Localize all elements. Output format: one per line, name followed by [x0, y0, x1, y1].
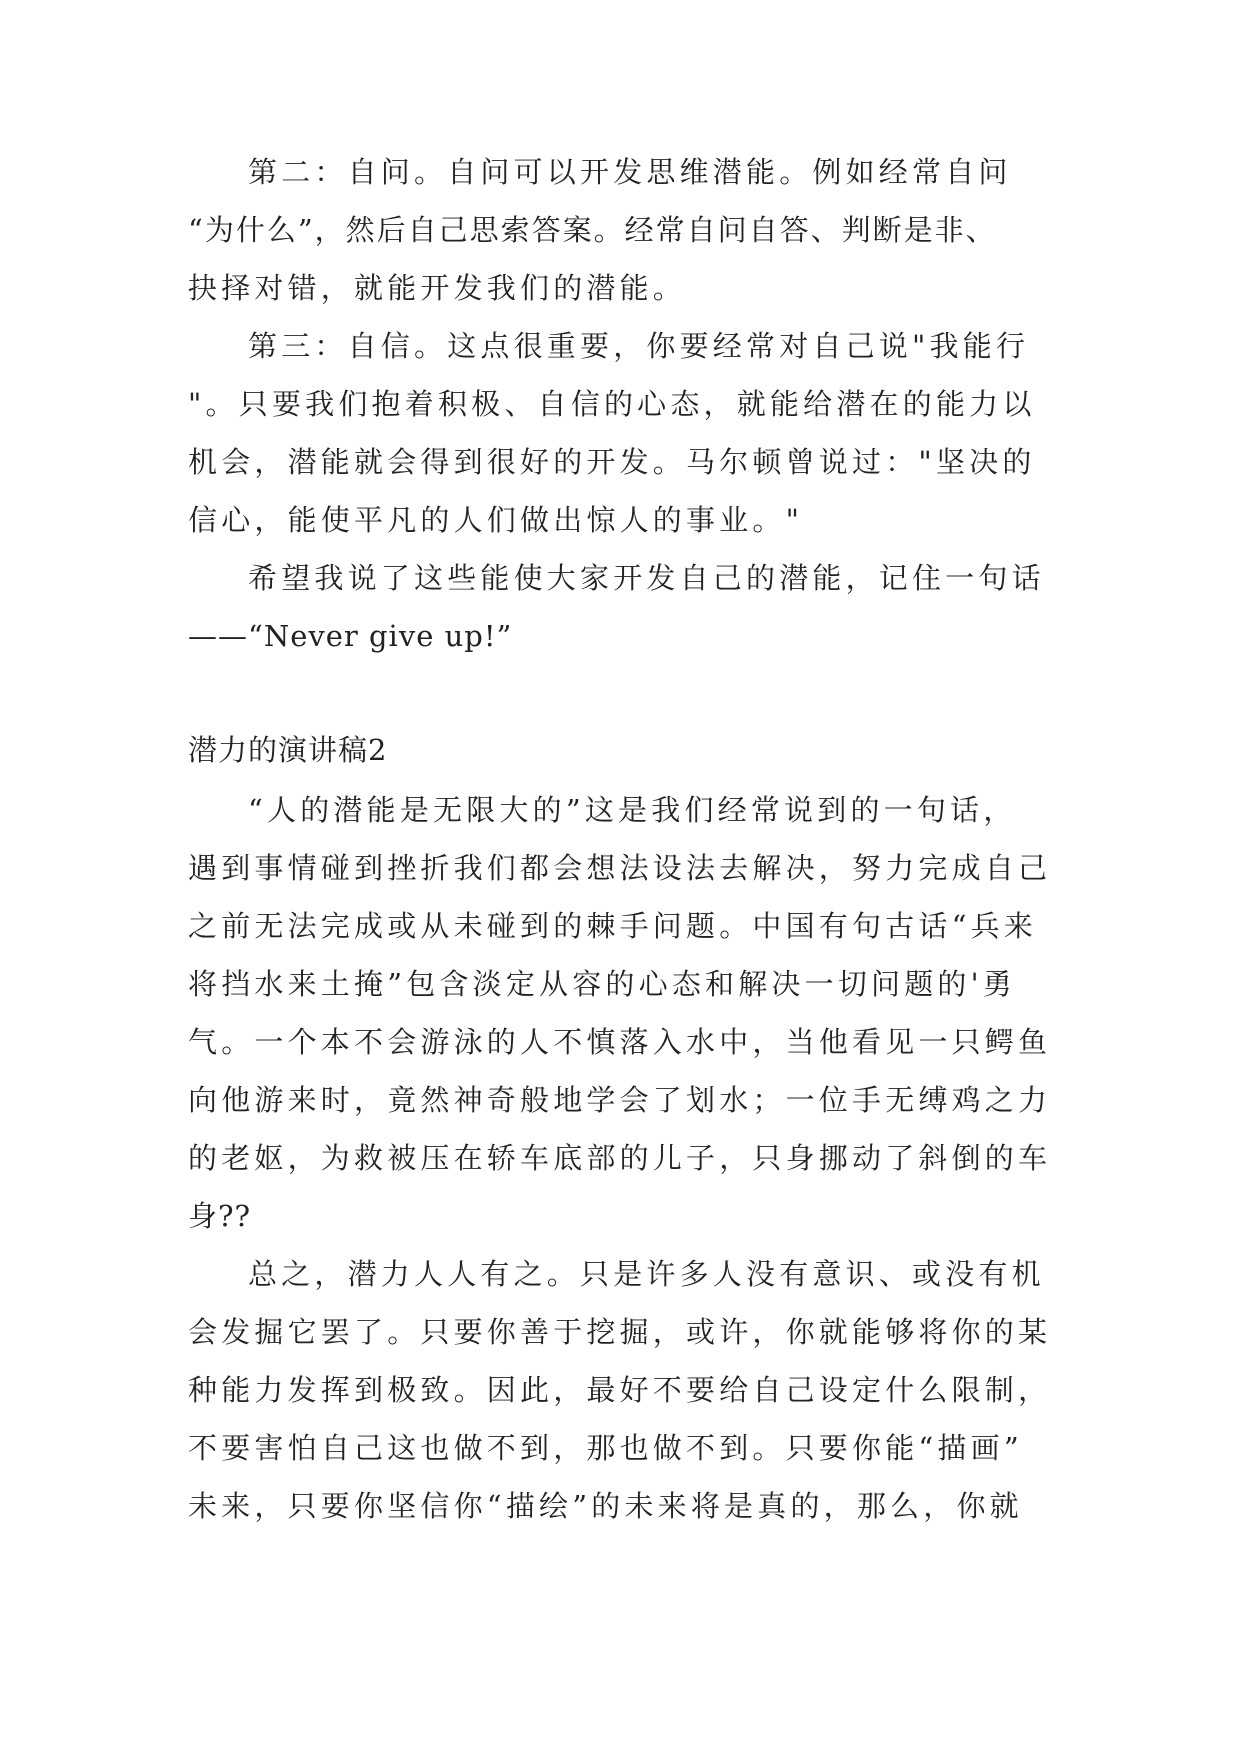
paragraph-line: 种能力发挥到极致。因此，最好不要给自己设定什么限制， — [188, 1373, 1052, 1407]
paragraph-line: ——“Never give up!” — [188, 619, 513, 653]
paragraph-line: 希望我说了这些能使大家开发自己的潜能，记住一句话 — [248, 561, 1045, 595]
paragraph-line: 会发掘它罢了。只要你善于挖掘，或许，你就能够将你的某 — [188, 1315, 1052, 1349]
section-title: 潜力的演讲稿2 — [188, 733, 388, 767]
paragraph-line: 第二：自问。自问可以开发思维潜能。例如经常自问 — [248, 155, 1012, 189]
paragraph-line: 将挡水来土掩”包含淡定从容的心态和解决一切问题的'勇 — [188, 967, 1016, 1001]
paragraph-line: 总之，潜力人人有之。只是许多人没有意识、或没有机 — [248, 1257, 1045, 1291]
paragraph-line: “人的潜能是无限大的”这是我们经常说到的一句话， — [248, 793, 1017, 827]
paragraph-line: 气。一个本不会游泳的人不慎落入水中，当他看见一只鳄鱼 — [188, 1025, 1052, 1059]
paragraph-line: 身?? — [188, 1199, 252, 1233]
paragraph-line: 之前无法完成或从未碰到的棘手问题。中国有句古话“兵来 — [188, 909, 1038, 943]
paragraph-line: 第三：自信。这点很重要，你要经常对自己说"我能行 — [248, 329, 1030, 363]
paragraph-line: 遇到事情碰到挫折我们都会想法设法去解决，努力完成自己 — [188, 851, 1052, 885]
paragraph-line: 的老妪，为救被压在轿车底部的儿子，只身挪动了斜倒的车 — [188, 1141, 1052, 1175]
paragraph-line: “为什么”，然后自己思索答案。经常自问自答、判断是非、 — [188, 213, 997, 247]
paragraph-line: "。只要我们抱着积极、自信的心态，就能给潜在的能力以 — [188, 387, 1036, 421]
paragraph-line: 未来，只要你坚信你“描绘”的未来将是真的，那么，你就 — [188, 1489, 1023, 1523]
paragraph-line: 信心，能使平凡的人们做出惊人的事业。" — [188, 503, 804, 537]
paragraph-line: 向他游来时，竟然神奇般地学会了划水；一位手无缚鸡之力 — [188, 1083, 1052, 1117]
paragraph-line: 不要害怕自己这也做不到，那也做不到。只要你能“描画” — [188, 1431, 1023, 1465]
paragraph-line: 机会，潜能就会得到很好的开发。马尔顿曾说过："坚决的 — [188, 445, 1036, 479]
paragraph-line: 抉择对错，就能开发我们的潜能。 — [188, 271, 687, 305]
